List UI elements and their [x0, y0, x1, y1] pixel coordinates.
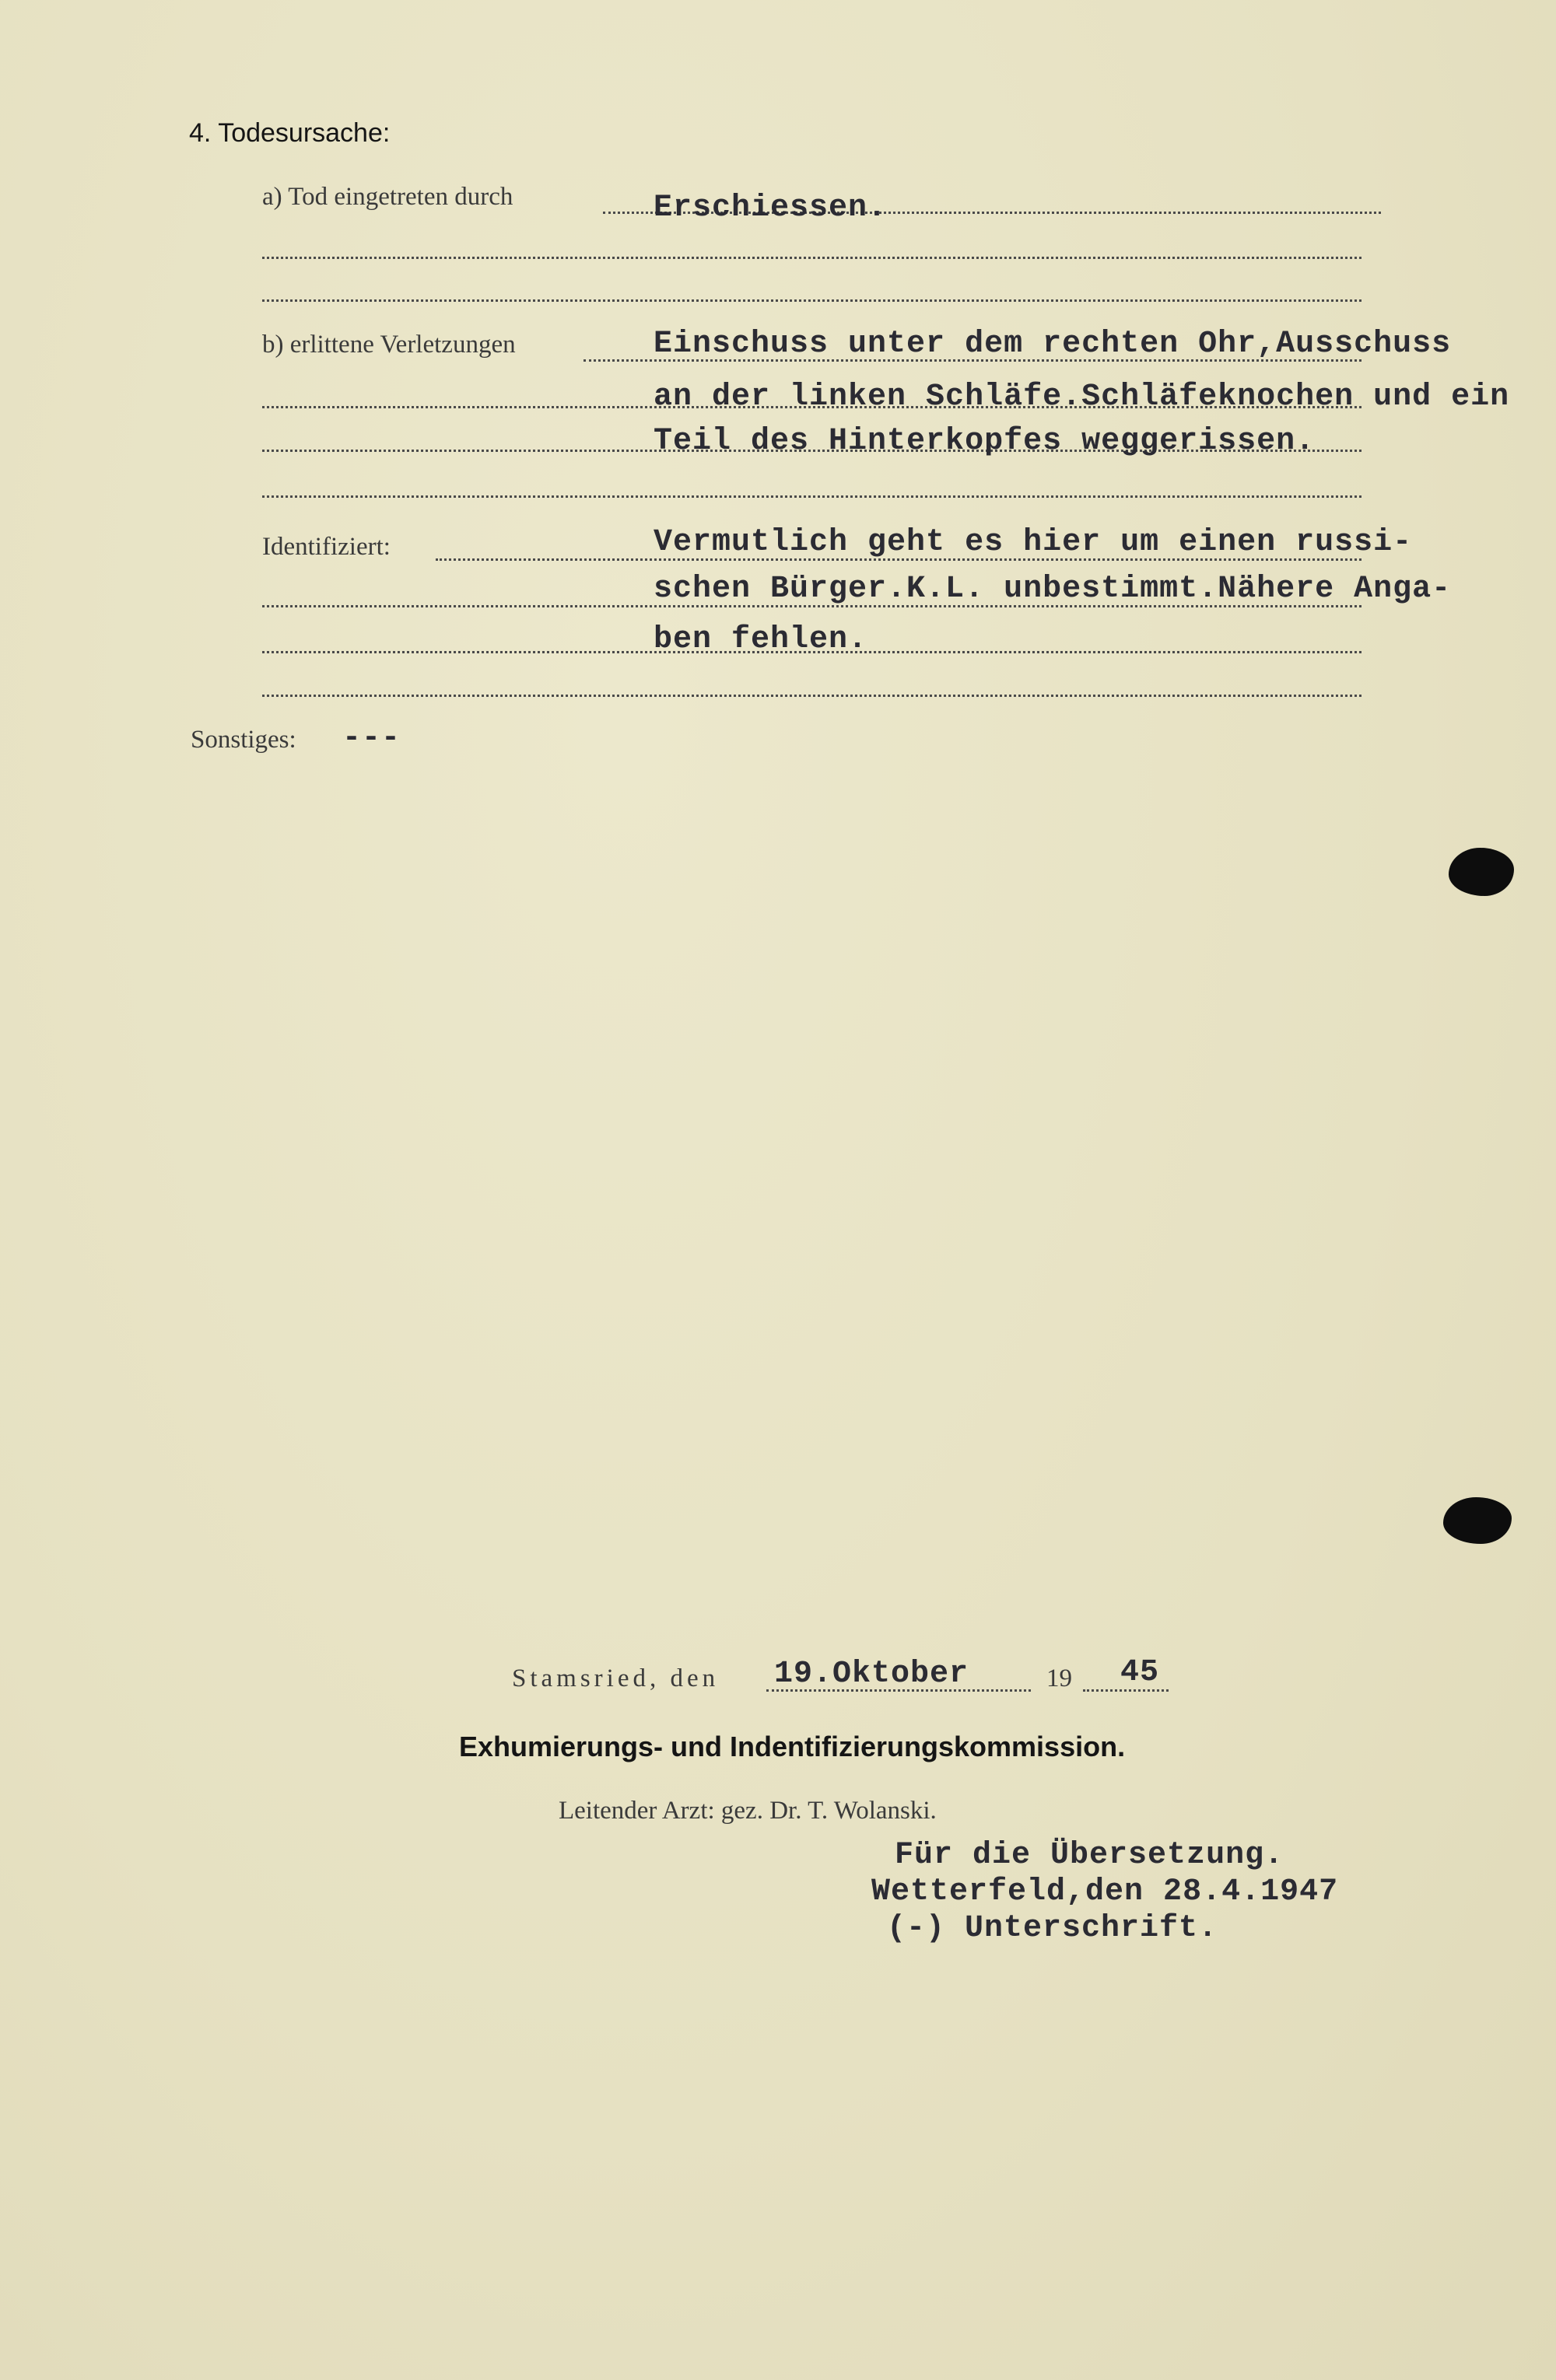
identifiziert-label: Identifiziert:	[262, 533, 391, 561]
ink-blot-lower	[1443, 1497, 1512, 1544]
tod-blank-line	[262, 257, 1362, 259]
tod-blank-line-2	[262, 299, 1362, 302]
identifiziert-line-3: ben fehlen.	[654, 622, 868, 657]
place-label: Stamsried, den	[512, 1664, 720, 1692]
verletzungen-line-1: Einschuss unter dem rechten Ohr,Ausschuss	[654, 327, 1452, 362]
year-prefix: 19	[1046, 1664, 1072, 1692]
translation-line-2: Wetterfeld,den 28.4.1947	[871, 1874, 1339, 1909]
ink-blot-upper	[1449, 848, 1514, 896]
commission-title: Exhumierungs- und Indentifizierungskommission.	[459, 1731, 1126, 1762]
verletzungen-label: b) erlittene Verletzungen	[262, 331, 516, 359]
translation-line-1: Für die Übersetzung.	[895, 1838, 1284, 1873]
verletzungen-line-3: Teil des Hinterkopfes weggerissen.	[654, 424, 1316, 459]
doctor-line: Leitender Arzt: gez. Dr. T. Wolanski.	[559, 1797, 937, 1825]
identifiziert-line-2: schen Bürger.K.L. unbestimmt.Nähere Anga-	[654, 572, 1452, 607]
year-suffix: 45	[1120, 1655, 1160, 1690]
identifiziert-dotted-line-4	[262, 695, 1362, 697]
section-heading: 4. Todesursache:	[189, 118, 391, 148]
sonstiges-label: Sonstiges:	[191, 726, 296, 754]
translation-line-3: (-) Unterschrift.	[887, 1911, 1218, 1946]
verletzungen-dotted-line-4	[262, 495, 1362, 498]
verletzungen-line-2: an der linken Schläfe.Schläfeknochen und ein	[654, 380, 1510, 415]
sonstiges-value: ---	[342, 721, 401, 756]
tod-label: a) Tod eingetreten durch	[262, 183, 513, 211]
tod-value: Erschiessen.	[654, 191, 888, 226]
identifiziert-line-1: Vermutlich geht es hier um einen russi-	[654, 525, 1413, 560]
date-value: 19.Oktober	[774, 1657, 969, 1692]
